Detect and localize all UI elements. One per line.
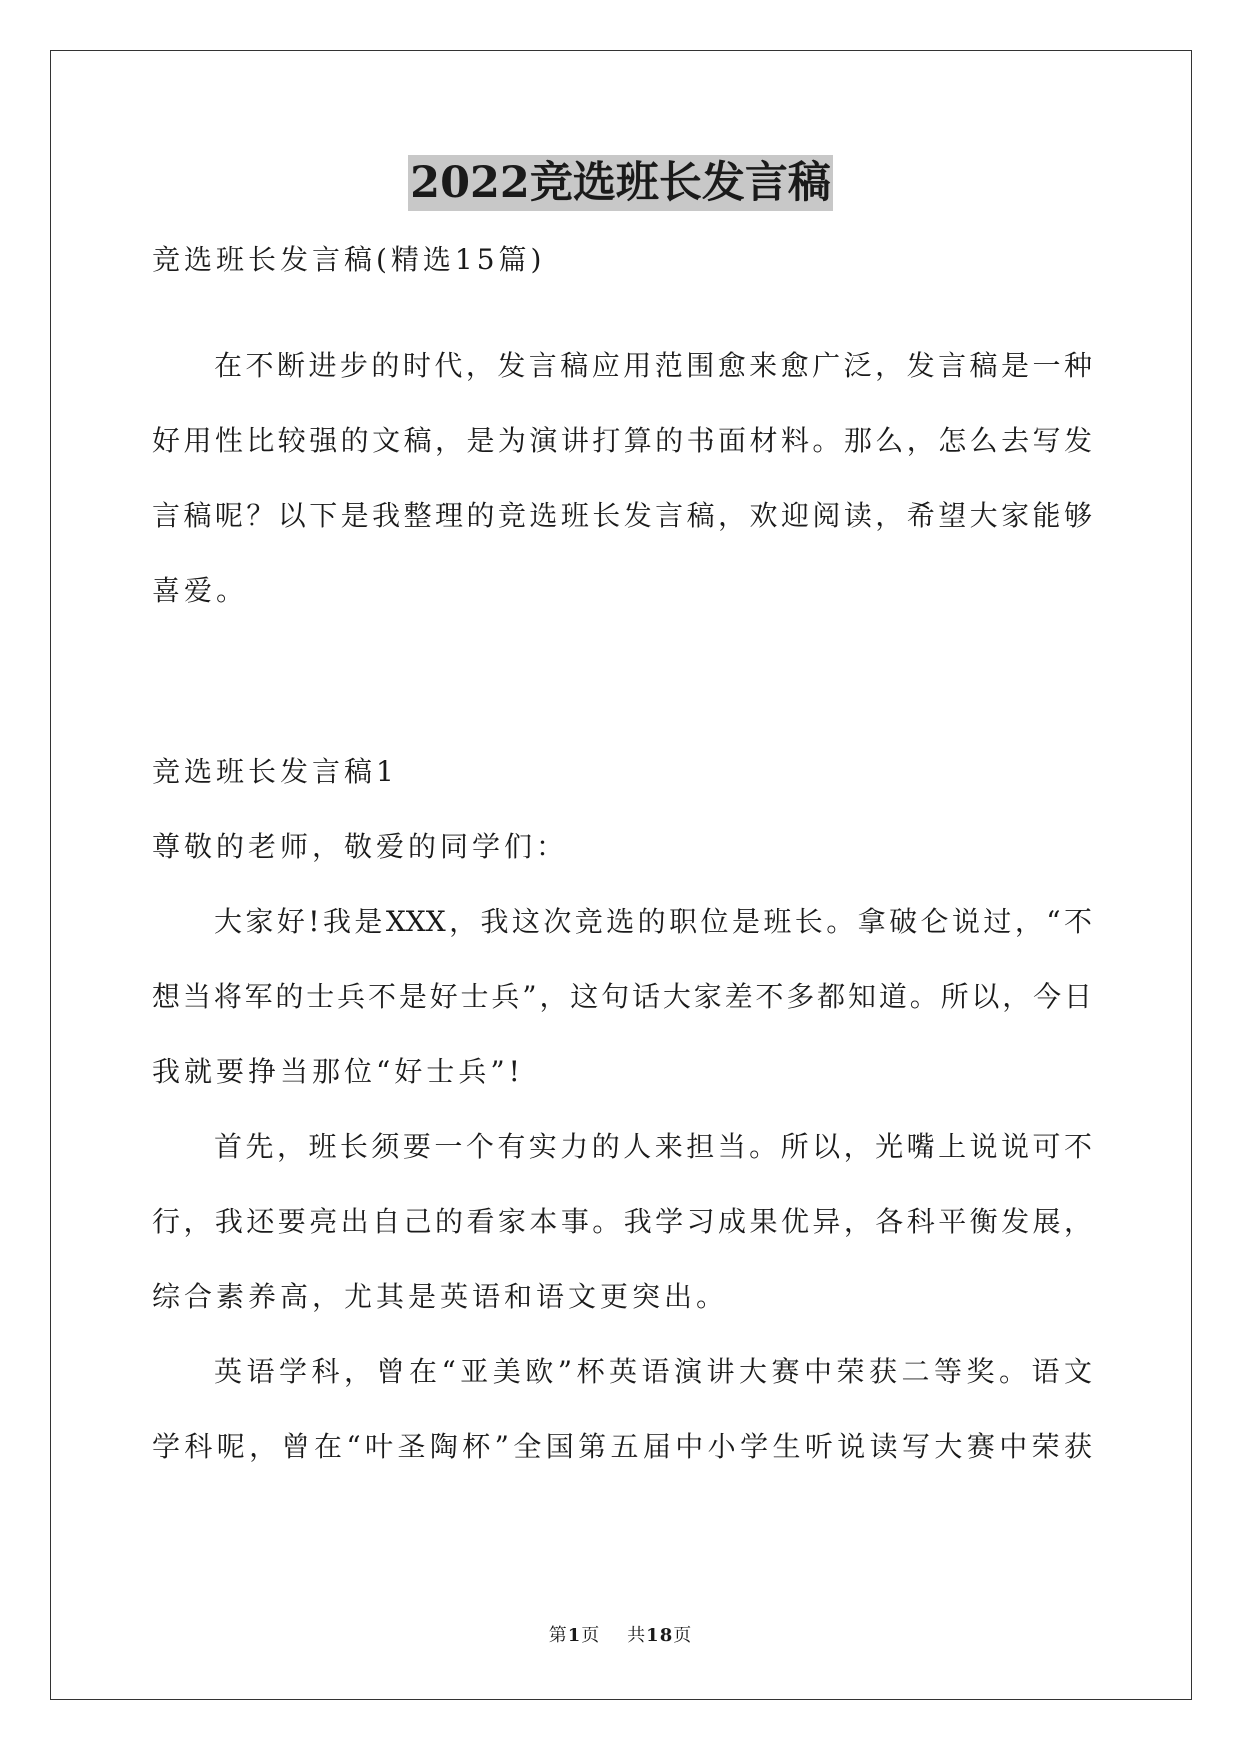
footer-total-suffix: 页 [673,1625,693,1646]
paragraph-line: 想当将军的士兵不是好士兵”，这句话大家差不多都知道。所以，今日 [152,980,1092,1013]
section-heading: 竞选班长发言稿1 [152,755,398,788]
page-footer [0,1624,1241,1648]
subtitle-line: 竞选班长发言稿(精选15篇) [152,243,546,276]
paragraph-line: 英语学科，曾在“亚美欧”杯英语演讲大赛中荣获二等奖。语文 [214,1355,1092,1388]
paragraph-line: 首先，班长须要一个有实力的人来担当。所以，光嘴上说说可不 [214,1130,1092,1163]
paragraph-line: 大家好!我是XXX，我这次竞选的职位是班长。拿破仑说过，“不 [214,905,1092,938]
salutation-line: 尊敬的老师，敬爱的同学们： [152,830,569,863]
paragraph-line: 我就要挣当那位“好士兵”! [152,1055,524,1088]
footer-page-number: 1 [567,1625,582,1646]
paragraph-line: 学科呢，曾在“叶圣陶杯”全国第五届中小学生听说读写大赛中荣获 [152,1430,1092,1463]
footer-total-pages: 18 [646,1625,674,1646]
title-container [0,155,1241,211]
paragraph-line: 在不断进步的时代，发言稿应用范围愈来愈广泛，发言稿是一种 [214,349,1092,382]
footer-page-suffix: 页 [581,1625,601,1646]
paragraph-line: 行，我还要亮出自己的看家本事。我学习成果优异，各科平衡发展， [152,1205,1092,1238]
paragraph-line: 言稿呢？以下是我整理的竞选班长发言稿，欢迎阅读，希望大家能够 [152,499,1092,532]
footer-page-prefix: 第 [548,1625,568,1646]
paragraph-line: 综合素养高，尤其是英语和语文更突出。 [152,1280,729,1313]
document-title: 2022竞选班长发言稿 [408,155,833,211]
paragraph-line: 喜爱。 [152,574,249,607]
paragraph-line: 好用性比较强的文稿，是为演讲打算的书面材料。那么，怎么去写发 [152,424,1092,457]
footer-total-prefix: 共 [627,1625,647,1646]
